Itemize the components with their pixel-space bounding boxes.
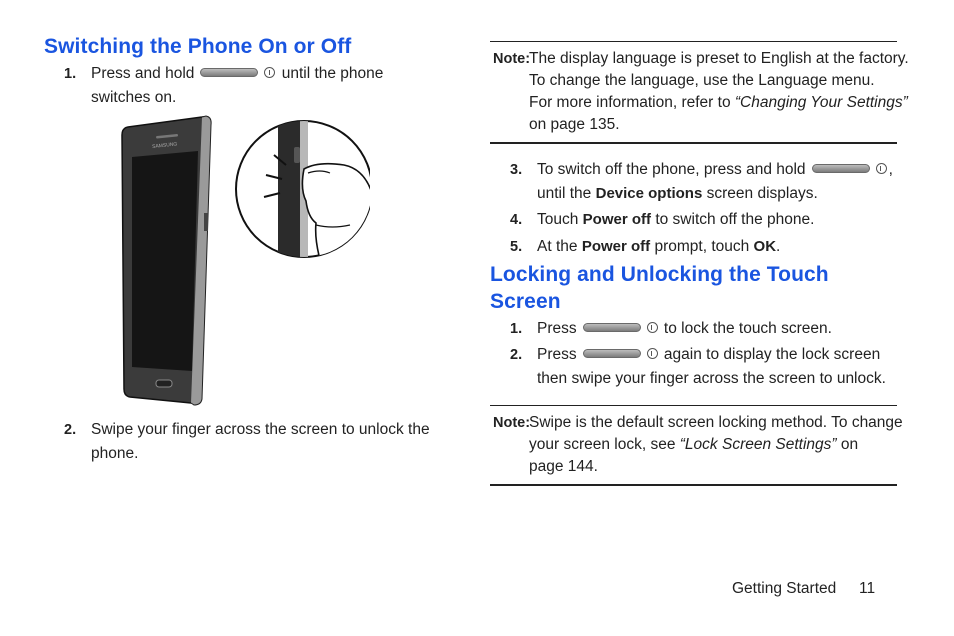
step-text: screen displays. xyxy=(702,185,818,202)
step-text: to switch off the phone. xyxy=(651,211,815,228)
note-label: Note: xyxy=(493,51,531,67)
step-1-press-hold xyxy=(64,62,444,110)
step-5-touch-ok xyxy=(510,235,900,259)
cross-reference-link[interactable]: “Lock Screen Settings” xyxy=(679,436,837,453)
phone-body xyxy=(122,116,211,405)
note-text: To change the language, use the Language menu. xyxy=(529,72,875,89)
note-text: page 144. xyxy=(529,458,598,475)
ui-term-power-off: Power off xyxy=(582,211,652,228)
step-text: At the xyxy=(537,238,582,255)
power-icon xyxy=(264,67,275,78)
step-3-switch-off xyxy=(510,158,900,206)
power-icon xyxy=(647,348,658,359)
note-text: Swipe is the default screen locking method. To change xyxy=(529,414,903,431)
step-text: Press xyxy=(537,320,577,337)
step-text: Touch xyxy=(537,211,583,228)
step-text: again to display the lock screen xyxy=(659,346,881,363)
step-text: , xyxy=(888,161,893,178)
note-text: your screen lock, see xyxy=(529,436,680,453)
step-text: Press xyxy=(537,346,577,363)
step-number: 2. xyxy=(64,422,77,438)
heading-line: Locking and Unlocking the Touch xyxy=(490,263,829,286)
step-number: 3. xyxy=(510,162,523,178)
step-text: until the xyxy=(537,185,596,202)
power-key-icon xyxy=(812,164,870,173)
step-number: 4. xyxy=(510,212,523,228)
step-text: switches on. xyxy=(91,89,177,106)
heading-line: Screen xyxy=(490,290,561,313)
step-text: Press and hold xyxy=(91,65,195,82)
power-key-icon xyxy=(583,349,641,358)
step-text: . xyxy=(776,238,781,255)
note-text: The display language is preset to English at the factory. xyxy=(529,50,909,67)
lock-step-1 xyxy=(510,317,900,341)
cross-reference-link[interactable]: “Changing Your Settings” xyxy=(734,94,908,111)
footer-section-name: Getting Started xyxy=(732,580,837,597)
ui-term-ok: OK xyxy=(753,238,777,255)
svg-text:SAMSUNG: SAMSUNG xyxy=(151,141,178,151)
phone-illustration xyxy=(118,113,370,408)
ui-term-device-options: Device options xyxy=(595,185,703,202)
step-4-touch-power-off xyxy=(510,208,900,232)
ui-term-power-off: Power off xyxy=(581,238,651,255)
section-heading-switching: Switching the Phone On or Off xyxy=(44,35,352,58)
power-icon xyxy=(876,163,887,174)
step-text: To switch off the phone, press and hold xyxy=(537,161,806,178)
section-heading-locking xyxy=(490,261,829,315)
note-lock-method xyxy=(490,405,903,486)
step-2-swipe xyxy=(64,418,444,466)
note-text: For more information, refer to xyxy=(529,94,735,111)
power-key-icon xyxy=(583,323,641,332)
power-key-icon xyxy=(200,68,258,77)
note-text: on xyxy=(836,436,859,453)
step-text: prompt, touch xyxy=(650,238,754,255)
note-label: Note: xyxy=(493,415,531,431)
page-number: 11 xyxy=(859,580,876,597)
step-text: until the phone xyxy=(277,65,384,82)
step-text: Swipe your finger across the screen to unlock the xyxy=(91,421,430,438)
step-number: 1. xyxy=(510,321,523,337)
step-number: 5. xyxy=(510,239,523,255)
step-text: phone. xyxy=(91,445,139,462)
note-language xyxy=(490,41,909,144)
step-text: then swipe your finger across the screen to unlock. xyxy=(537,370,886,387)
step-number: 1. xyxy=(64,66,77,82)
zoom-callout xyxy=(236,113,370,273)
step-number: 2. xyxy=(510,347,523,363)
lock-step-2 xyxy=(510,343,900,391)
note-text: on page 135. xyxy=(529,116,620,133)
step-text: to lock the touch screen. xyxy=(659,320,832,337)
power-icon xyxy=(647,322,658,333)
